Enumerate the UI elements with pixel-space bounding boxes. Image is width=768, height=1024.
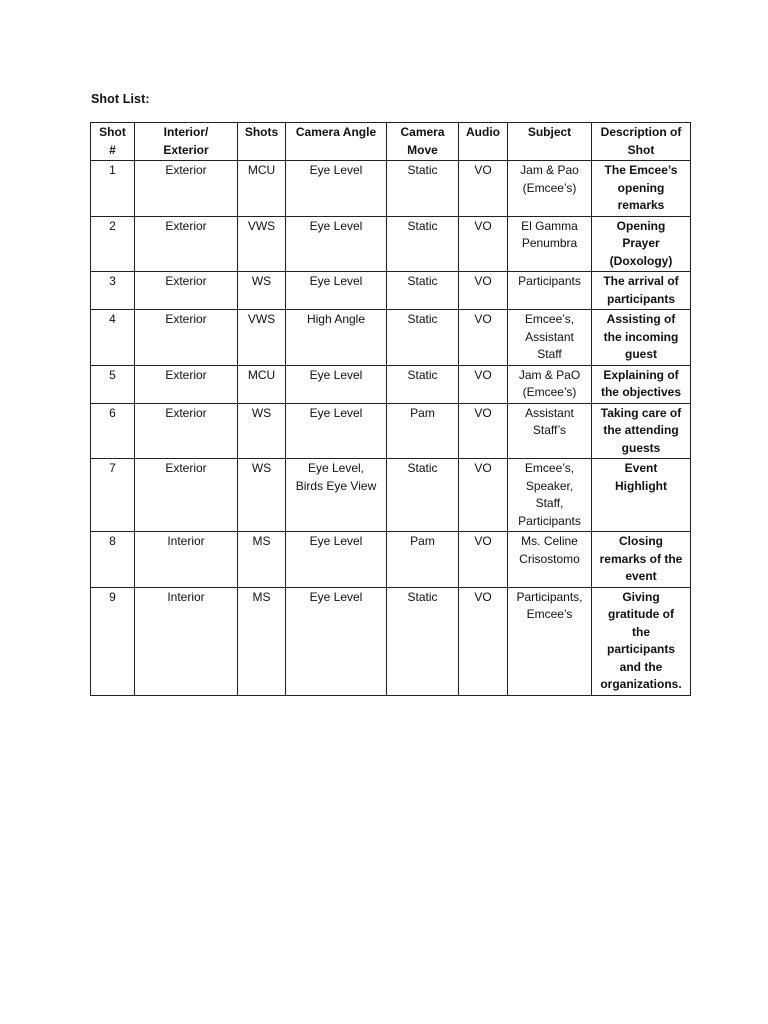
cell-text-line: Eye Level	[309, 367, 363, 382]
cell-text-line: MS	[252, 589, 271, 604]
cell-text-line: Event	[624, 461, 658, 475]
cell-shot-type	[238, 161, 286, 217]
column-header-line: #	[109, 142, 116, 157]
cell-audio	[459, 532, 508, 588]
cell-camera-move	[387, 216, 459, 272]
cell-subject	[508, 216, 592, 272]
cell-text-line: VO	[474, 461, 492, 475]
cell-text-line: participants	[606, 291, 675, 306]
cell-camera-move	[387, 272, 459, 310]
cell-shot-number	[91, 365, 135, 403]
cell-text-line: Participants,	[516, 589, 583, 604]
cell-camera-angle	[286, 272, 387, 310]
column-header-line: Shot	[627, 142, 655, 157]
shot-list-table	[90, 122, 691, 696]
cell-audio	[459, 403, 508, 459]
column-header-line: Audio	[466, 125, 500, 139]
table-row	[91, 310, 691, 366]
column-header-camera-move	[387, 123, 459, 161]
cell-text-line: Participants	[518, 513, 581, 528]
column-header-line: Camera	[400, 125, 445, 139]
cell-audio	[459, 310, 508, 366]
cell-subject	[508, 459, 592, 532]
column-header-line: Shots	[244, 125, 279, 139]
cell-camera-move	[387, 587, 459, 695]
cell-text-line: event	[625, 569, 657, 583]
column-header-line: Camera Angle	[295, 125, 377, 139]
cell-subject	[508, 310, 592, 366]
cell-text-line: Participants	[518, 274, 581, 288]
cell-text-line: 5	[109, 367, 116, 382]
cell-text-line: Pam	[410, 405, 435, 420]
table-row	[91, 403, 691, 459]
cell-shot-type	[238, 532, 286, 588]
cell-text-line: Eye Level	[309, 589, 363, 604]
cell-camera-angle	[286, 161, 387, 217]
cell-shot-type	[238, 310, 286, 366]
cell-camera-angle	[286, 532, 387, 588]
cell-text-line: guest	[624, 347, 657, 361]
cell-shot-number	[91, 403, 135, 459]
cell-text-line: VO	[474, 274, 492, 288]
cell-text-line: Eye Level	[309, 534, 363, 548]
cell-text-line: 1	[109, 163, 116, 177]
cell-text-line: VO	[474, 405, 492, 420]
cell-text-line: 4	[109, 312, 116, 326]
cell-subject	[508, 587, 592, 695]
table-row	[91, 161, 691, 217]
cell-interior-exterior	[135, 403, 238, 459]
column-header-line: Subject	[527, 125, 572, 139]
cell-text-line: VO	[474, 163, 492, 177]
cell-interior-exterior	[135, 365, 238, 403]
cell-text-line: VO	[474, 589, 492, 604]
cell-interior-exterior	[135, 587, 238, 695]
cell-shot-number	[91, 587, 135, 695]
cell-text-line: 8	[109, 534, 116, 548]
cell-text-line: Exterior	[165, 405, 207, 420]
column-header-subject	[508, 123, 592, 161]
column-header-audio	[459, 123, 508, 161]
cell-text-line: Static	[407, 163, 438, 177]
cell-shot-type	[238, 365, 286, 403]
cell-subject	[508, 532, 592, 588]
cell-audio	[459, 587, 508, 695]
cell-shot-number	[91, 459, 135, 532]
cell-description	[592, 532, 691, 588]
cell-text-line: Speaker,	[525, 478, 574, 493]
cell-text-line: Static	[407, 218, 438, 233]
cell-shot-number	[91, 161, 135, 217]
table-header	[91, 123, 691, 161]
cell-interior-exterior	[135, 216, 238, 272]
cell-text-line: and the	[619, 659, 663, 674]
cell-text-line: (Emcee’s)	[522, 385, 577, 399]
cell-text-line: Staff	[537, 347, 562, 361]
cell-description	[592, 310, 691, 366]
cell-text-line: Static	[407, 274, 438, 288]
cell-text-line: VO	[474, 534, 492, 548]
cell-text-line: gratitude of	[608, 607, 674, 621]
cell-text-line: Opening	[616, 218, 666, 233]
cell-text-line: Staff,	[535, 496, 564, 510]
cell-text-line: Giving	[622, 589, 660, 604]
cell-text-line: 6	[109, 405, 116, 420]
cell-subject	[508, 161, 592, 217]
cell-text-line: High Angle	[306, 312, 366, 326]
cell-text-line: Interior	[167, 534, 205, 548]
cell-audio	[459, 272, 508, 310]
cell-text-line: Static	[407, 461, 438, 475]
cell-text-line: Exterior	[165, 367, 207, 382]
cell-camera-move	[387, 161, 459, 217]
cell-text-line: WS	[251, 405, 272, 420]
cell-text-line: Penumbra	[521, 236, 578, 250]
cell-shot-type	[238, 272, 286, 310]
cell-text-line: the	[632, 624, 650, 639]
cell-text-line: Exterior	[165, 163, 207, 177]
cell-text-line: Jam & PaO	[518, 367, 581, 382]
cell-text-line: 3	[109, 274, 116, 288]
cell-description	[592, 587, 691, 695]
cell-text-line: Assistant	[525, 329, 574, 344]
cell-text-line: Birds Eye View	[295, 478, 377, 493]
cell-text-line: Interior	[167, 589, 205, 604]
cell-description	[592, 459, 691, 532]
cell-text-line: Emcee’s,	[524, 461, 575, 475]
cell-text-line: MCU	[247, 367, 276, 382]
cell-text-line: Eye Level	[309, 163, 363, 177]
cell-text-line: Closing	[619, 534, 663, 548]
cell-text-line: Explaining of	[603, 367, 679, 382]
cell-text-line: Static	[407, 312, 438, 326]
cell-interior-exterior	[135, 310, 238, 366]
cell-text-line: Exterior	[165, 274, 207, 288]
cell-text-line: Eye Level	[309, 218, 363, 233]
cell-text-line: Ms. Celine	[521, 534, 578, 548]
cell-text-line: Prayer	[622, 236, 660, 250]
column-header-camera-angle	[286, 123, 387, 161]
cell-camera-angle	[286, 310, 387, 366]
cell-text-line: (Emcee’s)	[522, 180, 577, 195]
cell-camera-angle	[286, 216, 387, 272]
cell-text-line: Assistant	[525, 405, 574, 420]
cell-shot-number	[91, 216, 135, 272]
cell-shot-type	[238, 459, 286, 532]
cell-interior-exterior	[135, 272, 238, 310]
cell-description	[592, 216, 691, 272]
cell-subject	[508, 365, 592, 403]
column-header-line: Interior/	[163, 125, 209, 139]
cell-text-line: VO	[474, 367, 492, 382]
cell-interior-exterior	[135, 459, 238, 532]
cell-text-line: Jam & Pao	[520, 163, 579, 177]
cell-text-line: (Doxology)	[609, 253, 673, 268]
cell-text-line: Static	[407, 367, 438, 382]
cell-text-line: The Emcee’s	[604, 163, 678, 177]
cell-text-line: MCU	[247, 163, 276, 177]
cell-camera-move	[387, 365, 459, 403]
header-row	[91, 123, 691, 161]
table-row	[91, 459, 691, 532]
cell-text-line: Exterior	[165, 312, 207, 326]
cell-camera-move	[387, 532, 459, 588]
column-header-line: Shot	[99, 125, 126, 139]
cell-text-line: Staff’s	[532, 423, 567, 437]
cell-subject	[508, 403, 592, 459]
cell-camera-angle	[286, 403, 387, 459]
cell-text-line: The arrival of	[603, 274, 679, 288]
cell-subject	[508, 272, 592, 310]
cell-camera-angle	[286, 459, 387, 532]
cell-text-line: Crisostomo	[519, 551, 580, 566]
cell-shot-number	[91, 532, 135, 588]
cell-description	[592, 161, 691, 217]
cell-text-line: Highlight	[615, 478, 667, 493]
cell-shot-number	[91, 310, 135, 366]
cell-text-line: Eye Level	[309, 405, 363, 420]
cell-camera-move	[387, 310, 459, 366]
document-title: Shot List:	[91, 92, 150, 106]
cell-shot-type	[238, 403, 286, 459]
cell-text-line: 9	[109, 589, 116, 604]
cell-description	[592, 403, 691, 459]
cell-text-line: opening	[617, 180, 665, 195]
cell-audio	[459, 216, 508, 272]
cell-text-line: remarks of the	[599, 551, 683, 566]
column-header-interior-exterior	[135, 123, 238, 161]
cell-interior-exterior	[135, 532, 238, 588]
cell-camera-move	[387, 403, 459, 459]
cell-text-line: Static	[407, 589, 438, 604]
cell-text-line: Exterior	[165, 461, 207, 475]
cell-camera-angle	[286, 365, 387, 403]
table-row	[91, 587, 691, 695]
cell-text-line: 7	[109, 461, 116, 475]
cell-text-line: VO	[474, 312, 492, 326]
column-header-line: Description of	[600, 125, 682, 139]
table-row	[91, 216, 691, 272]
cell-audio	[459, 459, 508, 532]
cell-text-line: El Gamma	[521, 218, 578, 233]
cell-interior-exterior	[135, 161, 238, 217]
cell-text-line: Taking care of	[600, 405, 682, 420]
cell-text-line: VWS	[247, 312, 276, 326]
cell-audio	[459, 365, 508, 403]
cell-text-line: VWS	[247, 218, 276, 233]
column-header-shot-number	[91, 123, 135, 161]
column-header-line: Move	[407, 142, 438, 157]
cell-text-line: Exterior	[165, 218, 207, 233]
cell-text-line: WS	[251, 461, 272, 475]
table-row	[91, 365, 691, 403]
cell-audio	[459, 161, 508, 217]
cell-text-line: organizations.	[600, 677, 682, 691]
cell-text-line: 2	[109, 218, 116, 233]
cell-description	[592, 272, 691, 310]
cell-text-line: remarks	[617, 198, 665, 212]
cell-text-line: MS	[252, 534, 271, 548]
cell-text-line: Emcee’s	[526, 607, 573, 621]
cell-shot-type	[238, 216, 286, 272]
cell-shot-type	[238, 587, 286, 695]
table-body	[91, 161, 691, 696]
cell-text-line: Emcee’s,	[524, 312, 575, 326]
cell-text-line: WS	[251, 274, 272, 288]
column-header-line: Exterior	[163, 142, 209, 157]
column-header-shots	[238, 123, 286, 161]
cell-description	[592, 365, 691, 403]
cell-shot-number	[91, 272, 135, 310]
cell-text-line: Assisting of	[606, 312, 676, 326]
cell-text-line: Eye Level,	[307, 461, 365, 475]
cell-text-line: Pam	[410, 534, 435, 548]
cell-text-line: the objectives	[600, 385, 682, 399]
cell-text-line: VO	[474, 218, 492, 233]
cell-text-line: the incoming	[603, 329, 679, 344]
table-row	[91, 532, 691, 588]
cell-text-line: Eye Level	[309, 274, 363, 288]
cell-text-line: the attending	[603, 423, 679, 437]
cell-text-line: guests	[621, 440, 661, 455]
cell-camera-angle	[286, 587, 387, 695]
cell-camera-move	[387, 459, 459, 532]
table-row	[91, 272, 691, 310]
cell-text-line: participants	[606, 642, 675, 656]
column-header-description	[592, 123, 691, 161]
